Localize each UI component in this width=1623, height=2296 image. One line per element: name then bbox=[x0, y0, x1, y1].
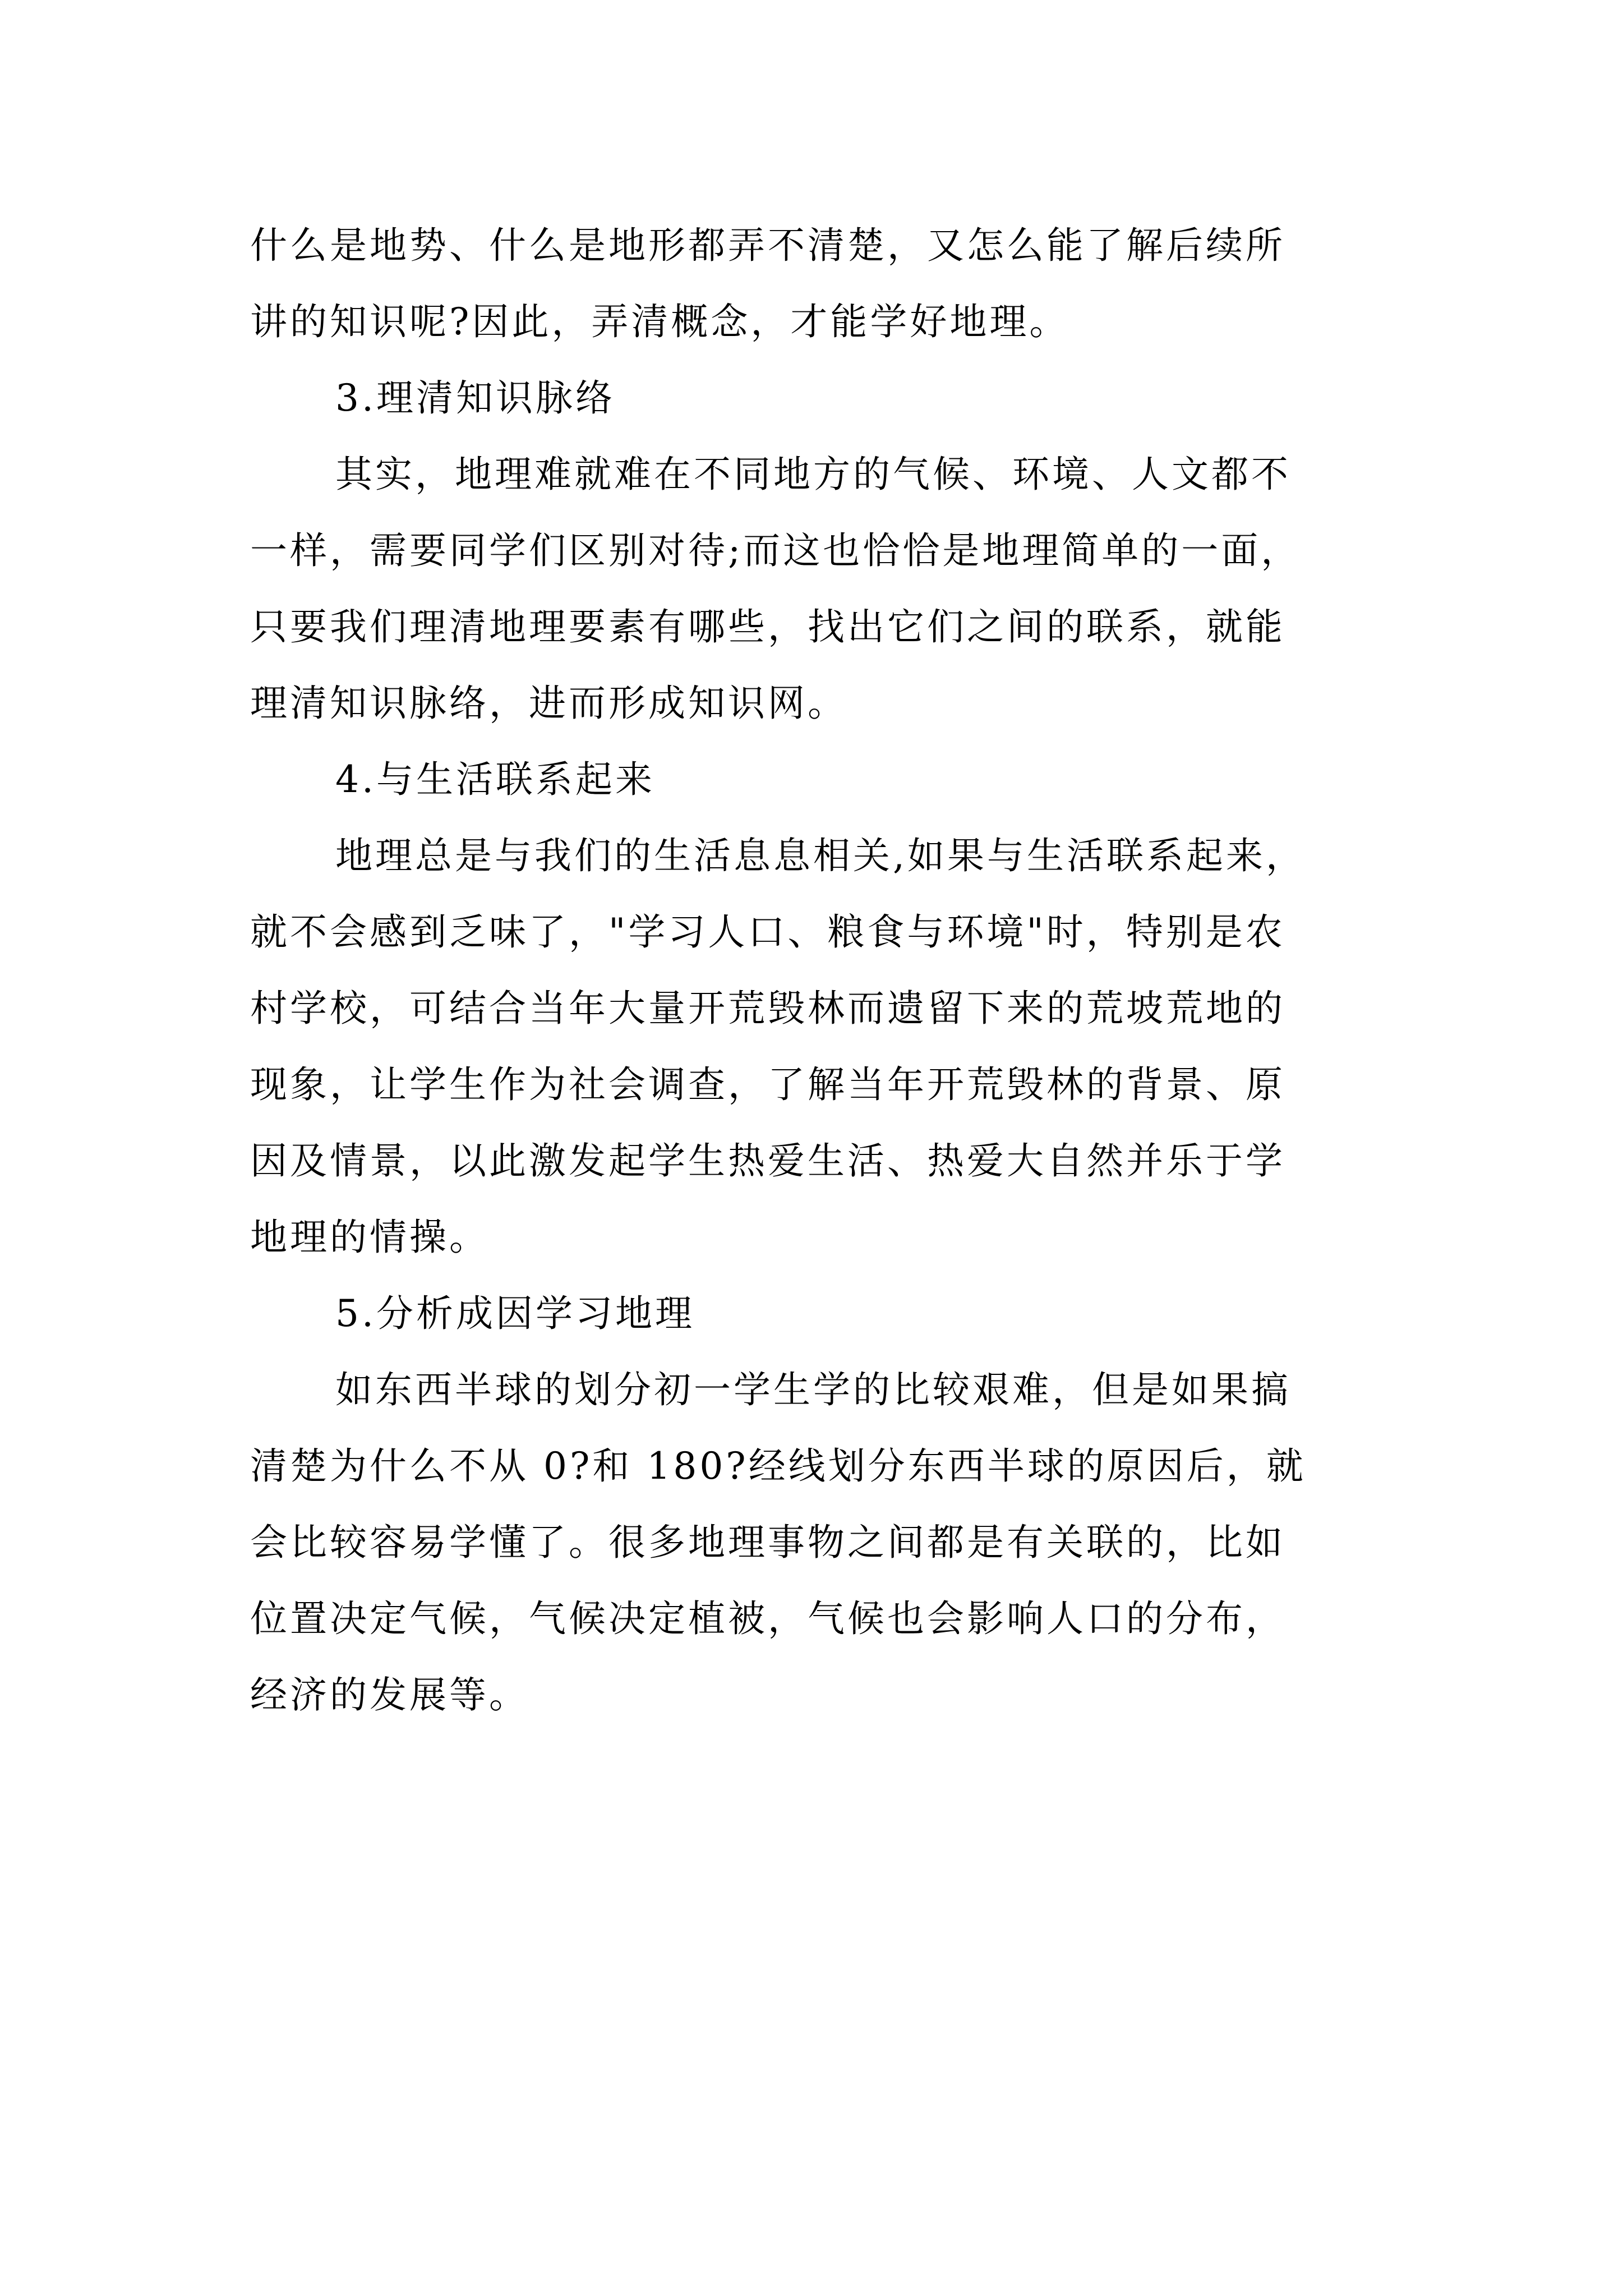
text-line: 地理总是与我们的生活息息相关,如果与生活联系起来， bbox=[335, 834, 1306, 877]
section-heading: 5.分析成因学习地理 bbox=[335, 1292, 695, 1335]
text-line: 清楚为什么不从 0?和 180?经线划分东西半球的原因后，就 bbox=[250, 1444, 1306, 1488]
text-line: 地理的情操。 bbox=[250, 1216, 489, 1259]
text-line: 讲的知识呢?因此，弄清概念，才能学好地理。 bbox=[250, 300, 1069, 343]
text-line: 其实，地理难就难在不同地方的气候、环境、人文都不 bbox=[335, 453, 1291, 496]
text-line: 理清知识脉络，进而形成知识网。 bbox=[250, 682, 847, 725]
text-line: 位置决定气候，气候决定植被，气候也会影响人口的分布， bbox=[250, 1597, 1285, 1640]
text-line: 只要我们理清地理要素有哪些，找出它们之间的联系，就能 bbox=[250, 605, 1285, 648]
document-body bbox=[250, 208, 1389, 1733]
text-line: 什么是地势、什么是地形都弄不清楚，又怎么能了解后续所 bbox=[250, 224, 1285, 267]
text-line: 村学校，可结合当年大量开荒毁林而遗留下来的荒坡荒地的 bbox=[250, 987, 1285, 1030]
text-line: 如东西半球的划分初一学生学的比较艰难，但是如果搞 bbox=[335, 1368, 1291, 1411]
text-line: 因及情景，以此激发起学生热爱生活、热爱大自然并乐于学 bbox=[250, 1139, 1285, 1182]
text-line: 现象，让学生作为社会调查，了解当年开荒毁林的背景、原 bbox=[250, 1063, 1285, 1106]
text-line: 一样，需要同学们区别对待;而这也恰恰是地理简单的一面， bbox=[250, 529, 1301, 572]
text-line: 就不会感到乏味了，"学习人口、粮食与环境"时，特别是农 bbox=[250, 910, 1285, 954]
section-heading: 3.理清知识脉络 bbox=[335, 376, 615, 420]
section-heading: 4.与生活联系起来 bbox=[335, 758, 655, 801]
text-line: 经济的发展等。 bbox=[250, 1673, 529, 1717]
text-line: 会比较容易学懂了。很多地理事物之间都是有关联的，比如 bbox=[250, 1521, 1285, 1564]
